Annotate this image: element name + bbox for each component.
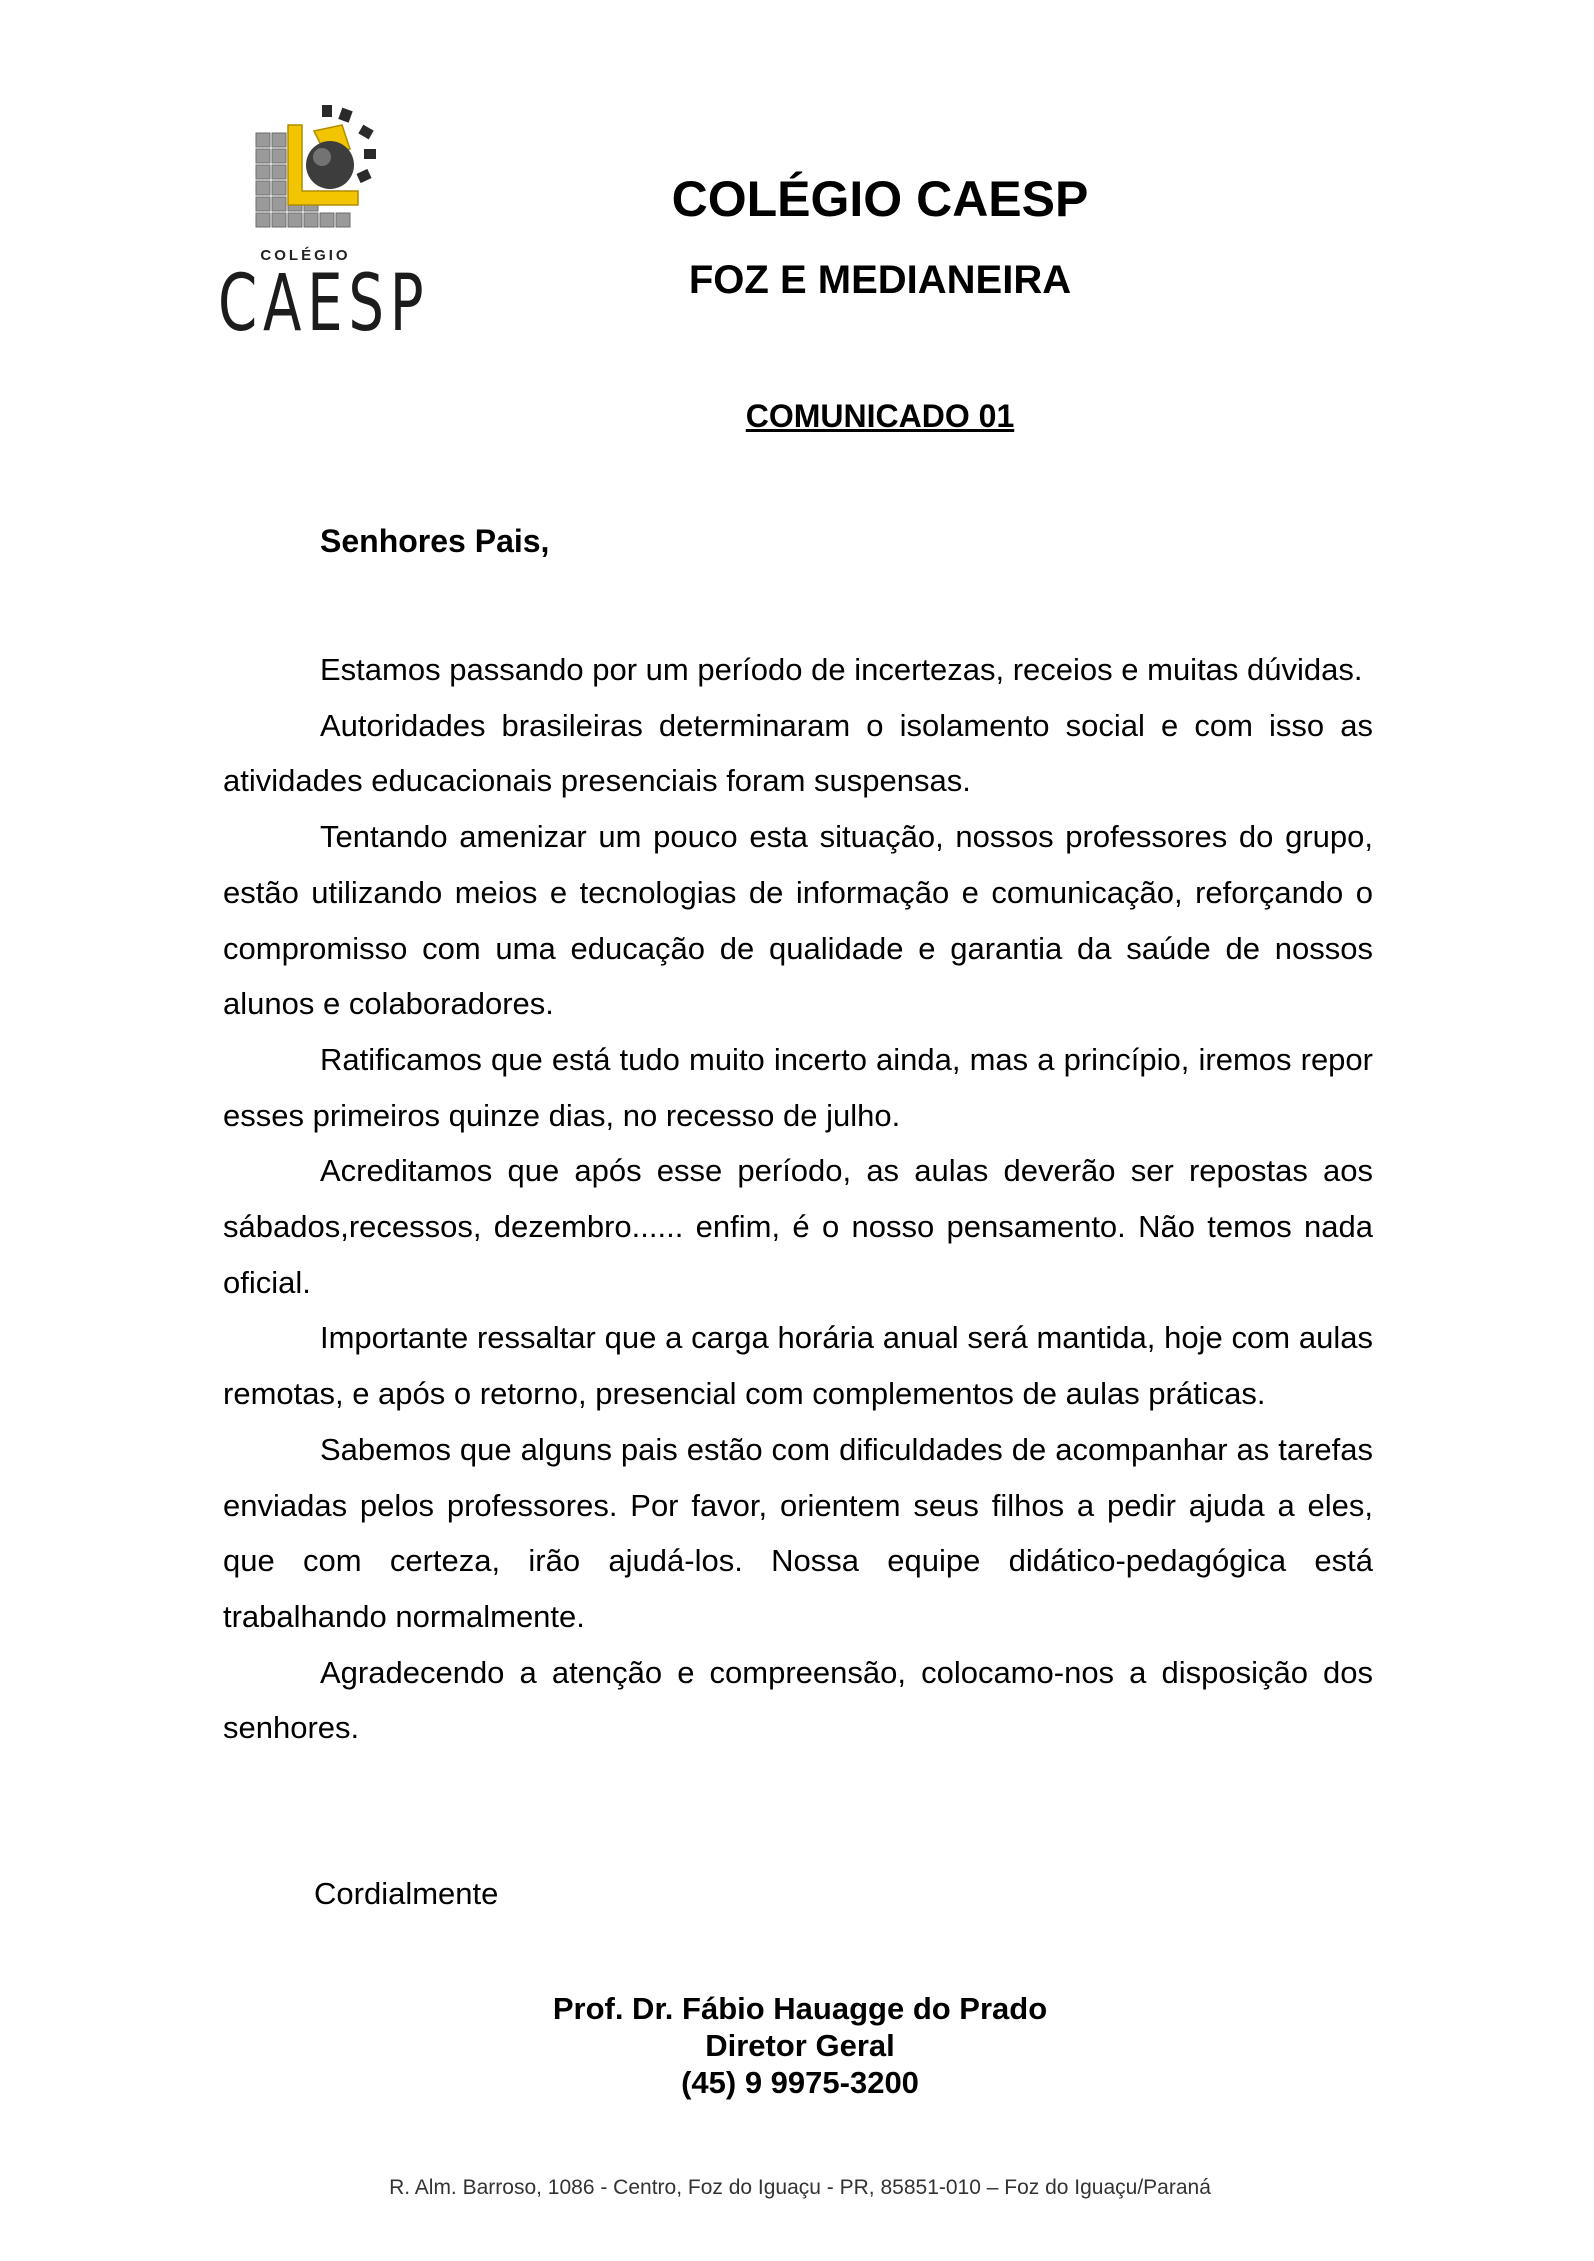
paragraph: Ratificamos que está tudo muito incerto ainda, mas a princípio, iremos repor esses primeiros quinze dias, no recesso de julho. (223, 1041, 1373, 1133)
paragraph: Agradecendo a atenção e compreensão, colocamo-nos a disposição dos senhores. (223, 1654, 1373, 1746)
paragraph: Importante ressaltar que a carga horária anual será mantida, hoje com aulas remotas, e após o retorno, presencial com complementos de aulas práticas. (223, 1320, 1373, 1412)
logo-emblem (218, 105, 393, 245)
paragraph: Estamos passando por um período de incertezas, receios e muitas dúvidas. (320, 652, 1363, 687)
signature-block (400, 1990, 1200, 2101)
closing: Cordialmente (314, 1876, 499, 1911)
school-title: COLÉGIO CAESP (671, 171, 1089, 227)
logo-subtitle: COLÉGIO (260, 247, 351, 264)
signatory-name: Prof. Dr. Fábio Hauagge do Prado (552, 1991, 1048, 2026)
school-logo (218, 105, 430, 355)
paragraph: Autoridades brasileiras determinaram o isolamento social e com isso as atividades educacionais presenciais foram suspensas. (223, 707, 1373, 799)
signatory-role: Diretor Geral (705, 2028, 895, 2063)
paragraph: Sabemos que alguns pais estão com dificuldades de acompanhar as tarefas enviadas pelos professores. Por favor, orientem seus filhos a pedir ajuda a eles, que com certeza, irão ajudá-los. Nossa equipe didático-pedagógica está trabalhando normalmente. (223, 1431, 1373, 1634)
greeting: Senhores Pais, (320, 523, 550, 559)
paragraph: Acreditamos que após esse período, as aulas deverão ser repostas aos sábados,recessos, dezembro...... enfim, é o nosso pensamento. Não temos nada oficial. (223, 1153, 1373, 1300)
logo-name: CAESP (218, 259, 430, 349)
notice-title: COMUNICADO 01 (745, 398, 1015, 434)
school-subtitle: FOZ E MEDIANEIRA (688, 258, 1072, 302)
signatory-phone: (45) 9 9975-3200 (681, 2065, 919, 2100)
paragraph: Tentando amenizar um pouco esta situação, nossos professores do grupo, estão utilizando meios e tecnologias de informação e comunicação, reforçando o compromisso com uma educação de qualidade e garantia da saúde de nossos alunos e colaboradores. (223, 819, 1373, 1022)
letter-body (223, 642, 1373, 1756)
footer-address: R. Alm. Barroso, 1086 - Centro, Foz do Iguaçu - PR, 85851-010 – Foz do Iguaçu/Paraná (389, 2176, 1211, 2199)
